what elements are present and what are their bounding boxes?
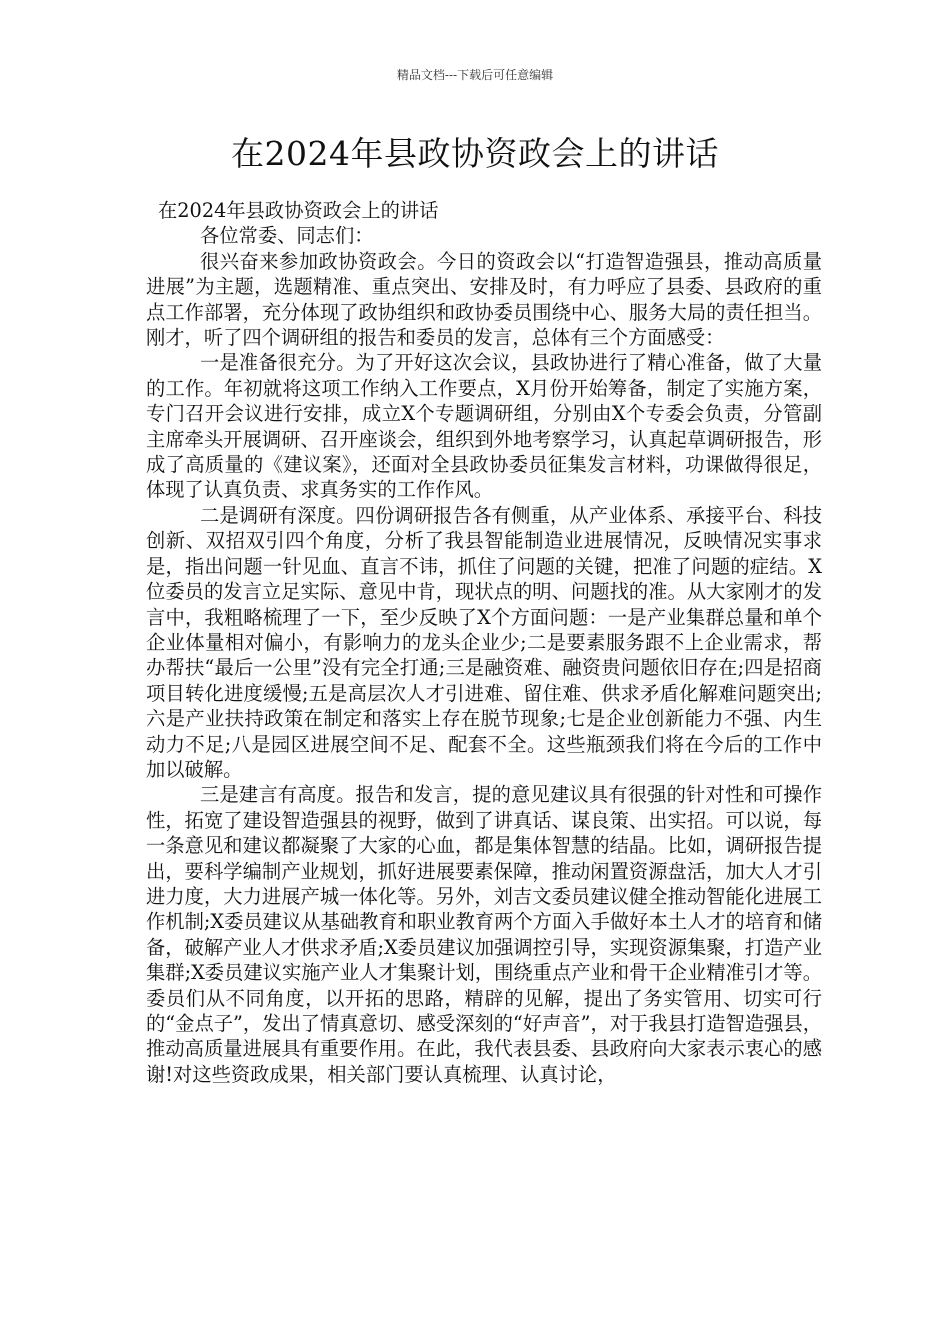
page-header: 精品文档---下载后可任意编辑 [396, 68, 554, 82]
document-body [146, 198, 822, 1087]
document-subtitle: 在2024年县政协资政会上的讲话 [158, 199, 439, 222]
document-title: 在2024年县政协资政会上的讲话 [231, 134, 719, 173]
paragraph: 很兴奋来参加政协资政会。今日的资政会以“打造智造强县，推动高质量进展”为主题，选题精准、重点突出、安排及时，有力呼应了县委、县政府的重点工作部署，充分体现了政协组织和政协委员围绕中心、服务大局的责任担当。刚才，听了四个调研组的报告和委员的发言，总体有三个方面感受： [146, 249, 822, 350]
paragraph: 二是调研有深度。四份调研报告各有侧重，从产业体系、承接平台、科技创新、双招双引四个角度，分析了我县智能制造业进展情况，反映情况实事求是，指出问题一针见血、直言不讳，抓住了问题的关键，把准了问题的症结。X位委员的发言立足实际、意见中肯，现状点的明、问题找的准。从大家刚才的发言中，我粗略梳理了一下，至少反映了X个方面问题：一是产业集群总量和单个企业体量相对偏小，有影响力的龙头企业少;二是要素服务跟不上企业需求，帮办帮扶“最后一公里”没有完全打通;三是融资难、融资贵问题依旧存在;四是招商项目转化进度缓慢;五是高层次人才引进难、留住难、供求矛盾化解难问题突出;六是产业扶持政策在制定和落实上存在脱节现象;七是企业创新能力不强、内生动力不足;八是园区进展空间不足、配套不全。这些瓶颈我们将在今后的工作中加以破解。 [146, 503, 822, 781]
salutation: 各位常委、同志们： [200, 224, 374, 248]
paragraph: 一是准备很充分。为了开好这次会议，县政协进行了精心准备，做了大量的工作。年初就将这项工作纳入工作要点，X月份开始筹备，制定了实施方案，专门召开会议进行安排，成立X个专题调研组，分别由X个专委会负责，分管副主席牵头开展调研、召开座谈会，组织到外地考察学习，认真起草调研报告，形成了高质量的《建议案》，还面对全县政协委员征集发言材料，功课做得很足，体现了认真负责、求真务实的工作作风。 [146, 351, 822, 502]
paragraph: 三是建言有高度。报告和发言，提的意见建议具有很强的针对性和可操作性，拓宽了建设智造强县的视野，做到了讲真话、谋良策、出实招。可以说，每一条意见和建议都凝聚了大家的心血，都是集体智慧的结晶。比如，调研报告提出，要科学编制产业规划，抓好进展要素保障，推动闲置资源盘活，加大人才引进力度，大力进展产城一体化等。另外，刘吉文委员建议健全推动智能化进展工作机制;X委员建议从基础教育和职业教育两个方面入手做好本土人才的培育和储备，破解产业人才供求矛盾;X委员建议加强调控引导，实现资源集聚，打造产业集群;X委员建议实施产业人才集聚计划，围绕重点产业和骨干企业精准引才等。委员们从不同角度，以开拓的思路，精辟的见解，提出了务实管用、切实可行的“金点子”，发出了情真意切、感受深刻的“好声音”，对于我县打造智造强县，推动高质量进展具有重要作用。在此，我代表县委、县政府向大家表示衷心的感谢!对这些资政成果，相关部门要认真梳理、认真讨论， [146, 783, 822, 1086]
